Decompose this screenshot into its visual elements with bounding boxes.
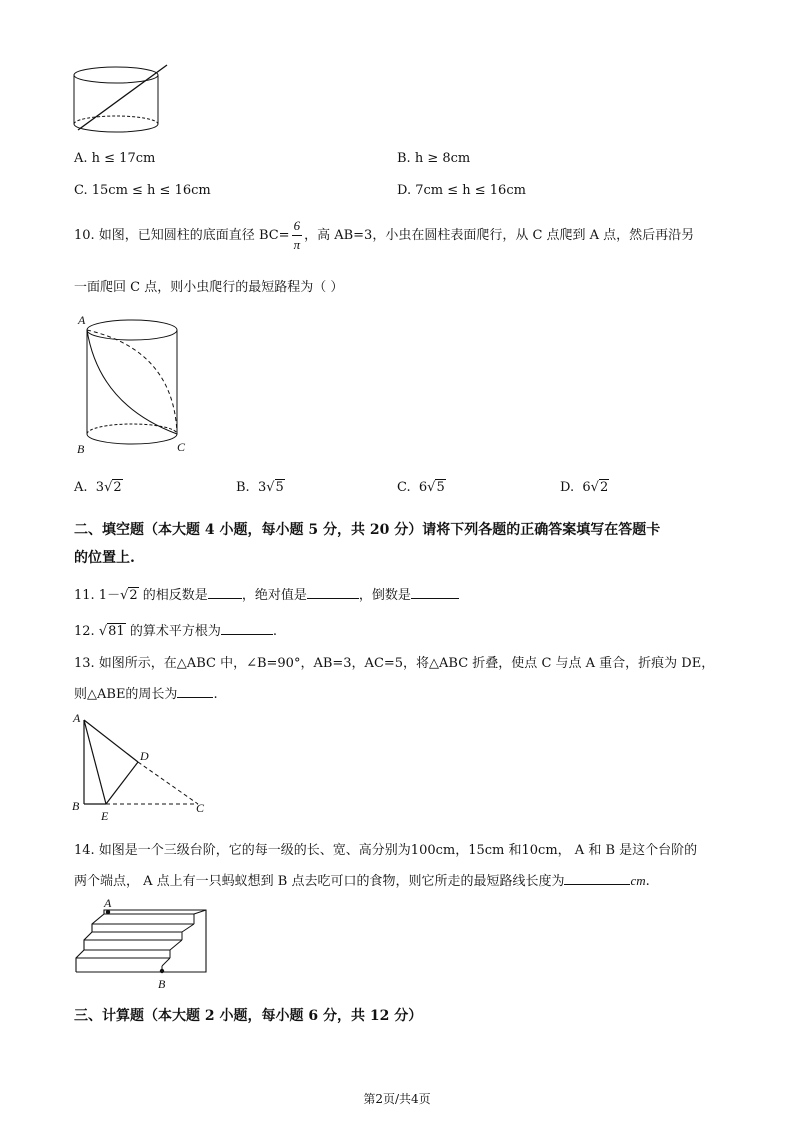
sqrt-sign: √	[104, 480, 113, 495]
q9-option-b: B. h ≥ 8cm	[397, 151, 471, 166]
q11-text2: ，绝对值是	[241, 588, 307, 603]
q10-option-d-coef: 6	[582, 480, 591, 495]
q10-option-a-coef: 3	[95, 480, 105, 495]
q12-number: 12.	[74, 624, 95, 639]
q14-text: 两个端点， A 点上有一只蚂蚁想到 B 点去吃可口的食物，则它所走的最短路线长度为	[74, 874, 565, 889]
q13-label-b: B	[72, 799, 80, 813]
section2-heading-line1: 二、填空题（本大题 4 小题，每小题 5 分，共 20 分）请将下列各题的正确答案填写在答题卡	[74, 522, 661, 538]
q10-option-c-radicand: 5	[436, 480, 445, 495]
q11-blank3[interactable]	[411, 586, 459, 599]
q14-label-b: B	[158, 977, 166, 991]
q14-end: .	[645, 874, 650, 889]
q13-label-c: C	[196, 801, 205, 815]
q11-text3: ，倒数是	[358, 588, 411, 603]
q10-frac-numerator: 6	[292, 217, 303, 236]
q10-question-line2: 一面爬回 C 点，则小虫爬行的最短路程为（ ）	[74, 280, 344, 295]
section2-heading-line2: 的位置上.	[74, 550, 135, 566]
q10-option-a-letter: A.	[74, 480, 88, 495]
q10-option-b	[236, 480, 285, 495]
q10-text-part2: ，高 AB=3，小虫在圆柱表面爬行，从 C 点爬到 A 点，然后再沿另	[304, 228, 695, 243]
q9-cylinder-figure	[64, 60, 184, 140]
q13-blank[interactable]	[177, 685, 213, 698]
q11-blank1[interactable]	[208, 586, 242, 599]
q14-label-a: A	[104, 896, 112, 910]
q13-question-line2	[74, 683, 218, 702]
page-footer: 第2页/共4页	[363, 1092, 431, 1106]
q13-end: .	[213, 687, 218, 702]
q11-radicand: 2	[129, 588, 138, 603]
q14-question-line1: 14. 如图是一个三级台阶，它的每一级的长、宽、高分别为100cm，15cm 和10cm， A 和 B 是这个台阶的	[74, 843, 698, 858]
sqrt-sign: √	[590, 480, 599, 495]
q12-text: 的算术平方根为	[129, 624, 221, 639]
q11-prefix: 11. 1－	[74, 588, 121, 603]
q10-option-b-letter: B.	[236, 480, 250, 495]
q12-end: .	[272, 624, 277, 639]
q9-option-c: C. 15cm ≤ h ≤ 16cm	[74, 183, 211, 198]
section3-heading: 三、计算题（本大题 2 小题，每小题 6 分，共 12 分）	[74, 1008, 423, 1024]
q10-option-d	[560, 480, 609, 495]
q10-fraction	[292, 217, 303, 254]
q13-label-e: E	[101, 809, 109, 823]
q10-option-d-letter: D.	[560, 480, 575, 495]
sqrt-sign: √	[266, 480, 275, 495]
q12-blank[interactable]	[221, 622, 273, 635]
q12-radicand: 81	[108, 624, 125, 639]
q10-option-c-coef: 6	[418, 480, 428, 495]
q13-text: 则△ABE的周长为	[74, 687, 178, 702]
q14-staircase-figure	[70, 896, 220, 992]
q10-label-c: C	[177, 440, 186, 454]
q10-cylinder-figure	[74, 310, 194, 460]
q10-question-line1	[74, 216, 694, 256]
q13-question-line1: 13. 如图所示，在△ABC 中，∠B=90°，AB=3，AC=5，将△ABC 折叠，使点 C 与点 A 重合，折痕为 DE，	[74, 656, 715, 671]
q14-question-line2	[74, 870, 650, 889]
q10-option-c	[397, 480, 446, 495]
q10-option-a	[74, 480, 123, 495]
q14-unit: cm	[630, 873, 646, 888]
q11-text1: 的相反数是	[142, 588, 208, 603]
q13-triangle-figure	[70, 710, 220, 825]
q10-option-b-radicand: 5	[275, 480, 284, 495]
q13-label-d: D	[140, 749, 149, 763]
q10-option-b-coef: 3	[257, 480, 267, 495]
sqrt-sign: √	[120, 588, 129, 603]
q10-text-part1: 10. 如图，已知圆柱的底面直径 BC=	[74, 228, 290, 243]
q10-label-a: A	[78, 313, 86, 327]
q10-label-b: B	[77, 442, 85, 456]
q12-question	[74, 620, 277, 639]
q13-label-a: A	[73, 711, 81, 725]
q10-option-c-letter: C.	[397, 480, 411, 495]
q9-option-d: D. 7cm ≤ h ≤ 16cm	[397, 183, 526, 198]
q11-blank2[interactable]	[307, 586, 359, 599]
q9-option-a: A. h ≤ 17cm	[74, 151, 156, 166]
q11-question	[74, 584, 459, 603]
sqrt-sign: √	[98, 624, 108, 639]
q10-option-d-radicand: 2	[599, 480, 609, 495]
q10-frac-denominator: π	[293, 237, 301, 252]
sqrt-sign: √	[427, 480, 436, 495]
q14-blank[interactable]	[564, 872, 630, 885]
q10-option-a-radicand: 2	[113, 480, 122, 495]
